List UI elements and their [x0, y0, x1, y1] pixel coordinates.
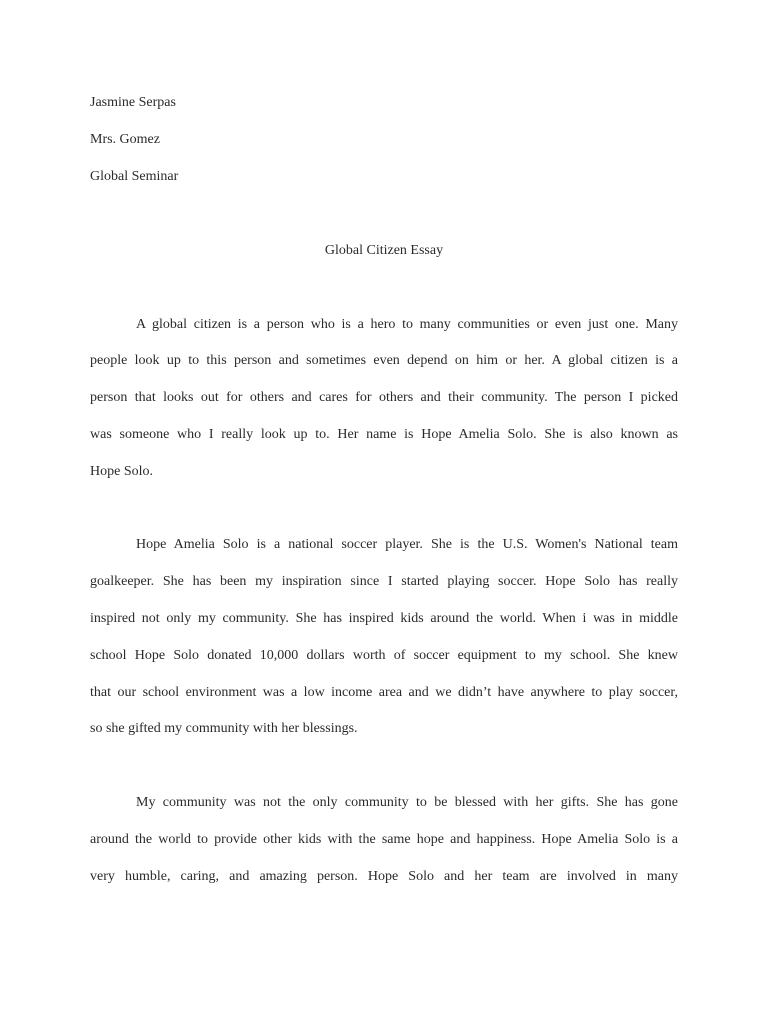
paragraph-line: person that looks out for others and cares for others and their community. The person I picked [90, 390, 678, 405]
student-name: Jasmine Serpas [90, 95, 176, 110]
paragraph-line: A global citizen is a person who is a hero to many communities or even just one. Many [136, 317, 678, 332]
course-name: Global Seminar [90, 169, 179, 184]
paragraph-line: inspired not only my community. She has inspired kids around the world. When i was in middle [90, 611, 678, 626]
paragraph-line: goalkeeper. She has been my inspiration since I started playing soccer. Hope Solo has really [90, 574, 678, 589]
paragraph-line: was someone who I really look up to. Her name is Hope Amelia Solo. She is also known as [90, 427, 678, 442]
paragraph-line: around the world to provide other kids with the same hope and happiness. Hope Amelia Solo is a [90, 832, 678, 847]
teacher-name: Mrs. Gomez [90, 132, 160, 147]
paragraph-line: very humble, caring, and amazing person. Hope Solo and her team are involved in many [90, 869, 678, 884]
paragraph-line: Hope Amelia Solo is a national soccer player. She is the U.S. Women's National team [136, 537, 678, 552]
paragraph-line: Hope Solo. [90, 464, 153, 479]
paragraph-line: people look up to this person and sometimes even depend on him or her. A global citizen is a [90, 353, 678, 368]
paragraph-line: so she gifted my community with her blessings. [90, 721, 358, 736]
paragraph-line: school Hope Solo donated 10,000 dollars worth of soccer equipment to my school. She knew [90, 648, 678, 663]
paragraph-line: My community was not the only community to be blessed with her gifts. She has gone [136, 795, 678, 810]
essay-title: Global Citizen Essay [324, 243, 444, 258]
paragraph-line: that our school environment was a low income area and we didn’t have anywhere to play soccer, [90, 685, 678, 700]
